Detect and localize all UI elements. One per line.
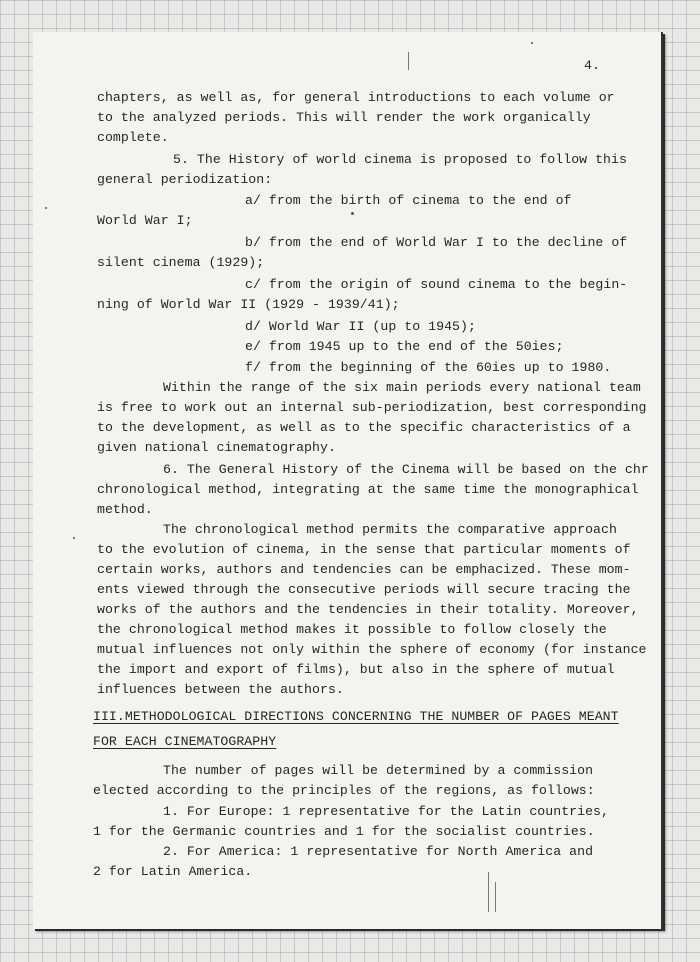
text-line: 2. For America: 1 representative for North America and [163, 844, 594, 859]
scan-mark [408, 52, 409, 70]
text-line: to the evolution of cinema, in the sense that particular moments of [97, 542, 631, 557]
text-line: general periodization: [97, 172, 273, 187]
text-line: 1. For Europe: 1 representative for the Latin countries, [163, 804, 609, 819]
ink-speck [531, 42, 533, 44]
text-line: given national cinematography. [97, 440, 336, 455]
text-line: is free to work out an internal sub-periodization, best corresponding [97, 400, 647, 415]
document-page [33, 32, 663, 929]
section-heading: III.METHODOLOGICAL DIRECTIONS CONCERNING THE NUMBER OF PAGES MEANT [93, 709, 619, 724]
text-line: The number of pages will be determined by a commission [163, 763, 594, 778]
text-line: the chronological method makes it possible to follow closely the [97, 622, 607, 637]
ink-speck [45, 207, 47, 209]
text-line: to the development, as well as to the specific characteristics of a [97, 420, 631, 435]
text-line: method. [97, 502, 153, 517]
ink-speck [351, 212, 354, 215]
text-line: Within the range of the six main periods every national team [163, 380, 641, 395]
text-line: mutual influences not only within the sphere of economy (for instance [97, 642, 647, 657]
page-number: 4. [584, 58, 600, 73]
text-line: f/ from the beginning of the 60ies up to 1980. [245, 360, 612, 375]
text-line: influences between the authors. [97, 682, 344, 697]
text-line: 1 for the Germanic countries and 1 for the socialist countries. [93, 824, 595, 839]
text-line: ning of World War II (1929 - 1939/41); [97, 297, 400, 312]
text-line: to the analyzed periods. This will render the work organically [97, 110, 591, 125]
ink-speck [73, 537, 75, 539]
text-line: chronological method, integrating at the same time the monographical [97, 482, 639, 497]
text-line: chapters, as well as, for general introductions to each volume or [97, 90, 615, 105]
scan-mark [488, 872, 489, 912]
text-line: the import and export of films), but also in the sphere of mutual [97, 662, 615, 677]
text-line: silent cinema (1929); [97, 255, 265, 270]
text-line: World War I; [97, 213, 193, 228]
text-line: elected according to the principles of the regions, as follows: [93, 783, 595, 798]
text-line: works of the authors and the tendencies in their totality. Moreover, [97, 602, 639, 617]
text-line: c/ from the origin of sound cinema to the begin- [245, 277, 628, 292]
text-line: a/ from the birth of cinema to the end of [245, 193, 572, 208]
text-line: ents viewed through the consecutive periods will secure tracing the [97, 582, 631, 597]
section-heading-continued: FOR EACH CINEMATOGRAPHY [93, 734, 277, 749]
text-line: The chronological method permits the comparative approach [163, 522, 617, 537]
text-line: d/ World War II (up to 1945); [245, 319, 476, 334]
text-line: b/ from the end of World War I to the decline of [245, 235, 628, 250]
text-line: complete. [97, 130, 169, 145]
text-line: e/ from 1945 up to the end of the 50ies; [245, 339, 564, 354]
scan-mark [495, 882, 496, 912]
text-line: certain works, authors and tendencies can be emphacized. These mom- [97, 562, 631, 577]
text-line: 2 for Latin America. [93, 864, 253, 879]
text-line: 5. The History of world cinema is proposed to follow this [173, 152, 627, 167]
text-line: 6. The General History of the Cinema will be based on the chr [163, 462, 649, 477]
